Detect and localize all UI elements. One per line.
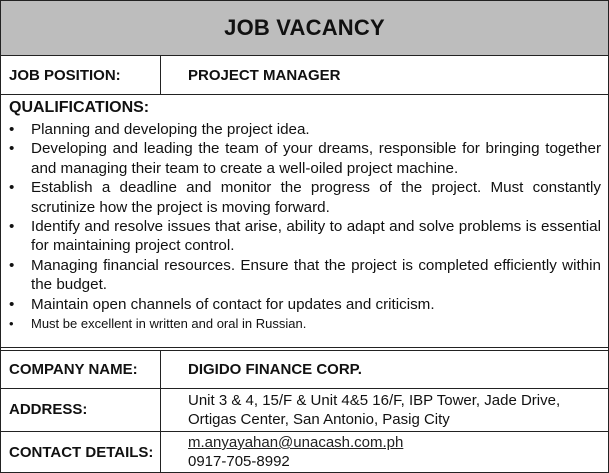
qualification-item: • Developing and leading the team of your dreams, responsible for bringing together and managing their team to create a well-oiled project machine. (9, 139, 601, 178)
qualification-item: • Must be excellent in written and oral in Russian. (9, 314, 601, 333)
contact-row (1, 432, 608, 472)
phone-number: 0917-705-8992 (188, 453, 290, 470)
title-bar (1, 1, 608, 56)
job-position-value: PROJECT MANAGER (188, 66, 341, 84)
email-link[interactable]: m.anyayahan@unacash.com.ph (188, 434, 404, 451)
address-value (162, 388, 608, 431)
job-position-row (1, 56, 608, 95)
company-value: DIGIDO FINANCE CORP. (188, 361, 362, 378)
qualifications-section (1, 95, 608, 348)
address-row (1, 388, 608, 432)
qualification-item: • Establish a deadline and monitor the progress of the project. Must constantly scrutinize how the project is moving forward. (9, 178, 601, 217)
company-row (1, 350, 608, 389)
company-label: COMPANY NAME: (1, 351, 161, 388)
qualifications-label: QUALIFICATIONS: (9, 99, 150, 116)
job-position-label: JOB POSITION: (1, 56, 161, 94)
contact-label: CONTACT DETAILS: (1, 432, 161, 472)
qualifications-list (9, 120, 601, 333)
qualification-item: • Managing financial resources. Ensure that the project is completed efficiently within the budget. (9, 256, 601, 295)
address-line-2: Ortigas Center, San Antonio, Pasig City (188, 410, 450, 428)
contact-value (162, 432, 608, 472)
page-title: JOB VACANCY (224, 15, 385, 40)
qualification-item: • Maintain open channels of contact for updates and criticism. (9, 295, 601, 314)
address-label: ADDRESS: (1, 388, 161, 431)
qualification-item: • Identify and resolve issues that arise, ability to adapt and solve problems is essential for maintaining project control. (9, 217, 601, 256)
address-line-1: Unit 3 & 4, 15/F & Unit 4&5 16/F, IBP Tower, Jade Drive, (188, 391, 561, 409)
qualification-item: • Planning and developing the project idea. (9, 120, 601, 139)
